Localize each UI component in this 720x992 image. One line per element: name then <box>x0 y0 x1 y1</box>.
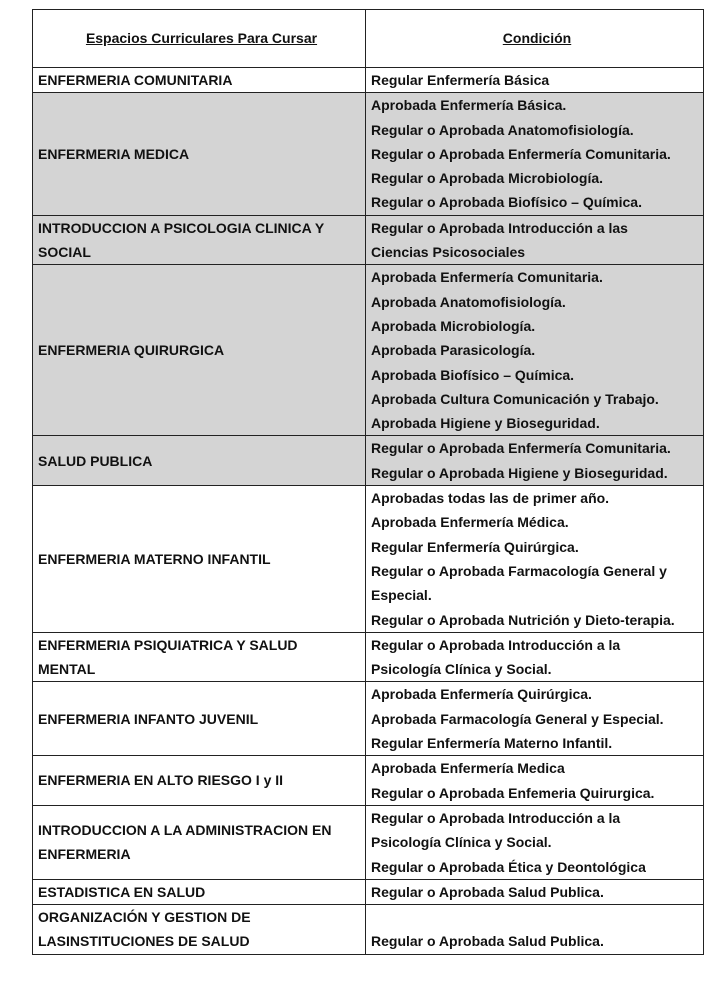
subject-cell <box>33 682 366 756</box>
condition-cell <box>366 879 704 904</box>
subject-cell <box>33 756 366 806</box>
subject-cell <box>33 93 366 215</box>
condition-text <box>371 905 703 929</box>
condition-text: Aprobada Enfermería Básica. <box>371 97 567 114</box>
condition-text: Regular o Aprobada Higiene y Bioseguridad. <box>371 464 668 481</box>
subject-text: ENFERMERIA QUIRURGICA <box>38 342 225 359</box>
table-body <box>33 68 704 955</box>
subject-cell <box>33 805 366 879</box>
subject-cell <box>33 486 366 633</box>
condition-text: Regular o Aprobada Introducción a las <box>371 219 628 236</box>
subject-cell <box>33 905 366 955</box>
table-row <box>33 265 704 436</box>
condition-text: Regular Enfermería Quirúrgica. <box>371 538 579 555</box>
subject-text: INTRODUCCION A LA ADMINISTRACION EN <box>38 822 332 839</box>
condition-cell <box>366 905 704 955</box>
condition-text: Aprobada Parasicología. <box>371 342 536 359</box>
curriculum-table <box>32 9 704 955</box>
condition-cell <box>366 68 704 93</box>
table-row <box>33 68 704 93</box>
condition-text: Aprobadas todas las de primer año. <box>371 490 610 507</box>
condition-cell <box>366 682 704 756</box>
subject-text: SOCIAL <box>38 244 91 261</box>
condition-text: Ciencias Psicosociales <box>371 244 526 261</box>
condition-text: Regular o Aprobada Nutrición y Dieto-terapia. <box>371 611 675 628</box>
condition-text: Aprobada Farmacología General y Especial. <box>371 710 664 727</box>
condition-text: Aprobada Enfermería Medica <box>371 760 565 777</box>
condition-text: Regular o Aprobada Introducción a la <box>371 809 621 826</box>
condition-text: Aprobada Enfermería Quirúrgica. <box>371 686 592 703</box>
condition-text: Regular o Aprobada Ética y Deontológica <box>371 858 646 875</box>
table-row <box>33 486 704 633</box>
condition-text: Aprobada Anatomofisiología. <box>371 293 566 310</box>
condition-cell <box>366 93 704 215</box>
subject-text: ENFERMERIA EN ALTO RIESGO I y II <box>38 772 284 789</box>
condition-text: Aprobada Microbiología. <box>371 317 536 334</box>
condition-text: Regular o Aprobada Enfermería Comunitaria. <box>371 440 671 457</box>
condition-text: Regular o Aprobada Biofísico – Química. <box>371 194 642 211</box>
condition-cell <box>366 756 704 806</box>
condition-text: Aprobada Enfermería Comunitaria. <box>371 269 603 286</box>
subject-cell <box>33 632 366 682</box>
condition-cell <box>366 632 704 682</box>
condition-text: Regular o Aprobada Salud Publica. <box>371 933 604 950</box>
table-row <box>33 756 704 806</box>
subject-text: ENFERMERIA MATERNO INFANTIL <box>38 550 271 567</box>
condition-text: Regular o Aprobada Anatomofisiología. <box>371 121 634 138</box>
condition-text: Regular o Aprobada Microbiología. <box>371 170 604 187</box>
condition-text: Aprobada Higiene y Bioseguridad. <box>371 415 600 432</box>
condition-text: Psicología Clínica y Social. <box>371 834 552 851</box>
condition-text: Aprobada Cultura Comunicación y Trabajo. <box>371 390 659 407</box>
subject-text: INTRODUCCION A PSICOLOGIA CLINICA Y <box>38 219 325 236</box>
table-row <box>33 436 704 486</box>
subject-cell <box>33 879 366 904</box>
subject-cell <box>33 265 366 436</box>
condition-text: Especial. <box>371 587 432 604</box>
subject-cell <box>33 436 366 486</box>
condition-cell <box>366 215 704 265</box>
subject-text: ENFERMERIA PSIQUIATRICA Y SALUD <box>38 636 298 653</box>
table-row <box>33 215 704 265</box>
condition-text: Psicología Clínica y Social. <box>371 661 552 678</box>
header-condition: Condición <box>366 10 704 68</box>
condition-text: Regular Enfermería Materno Infantil. <box>371 735 613 752</box>
subject-text: ORGANIZACIÓN Y GESTION DE <box>38 909 251 926</box>
subject-text: ENFERMERIA INFANTO JUVENIL <box>38 710 259 727</box>
table-row <box>33 879 704 904</box>
table-row <box>33 905 704 955</box>
header-subject: Espacios Curriculares Para Cursar <box>33 10 366 68</box>
table-row <box>33 93 704 215</box>
condition-cell <box>366 265 704 436</box>
subject-text: ENFERMERIA MEDICA <box>38 145 190 162</box>
subject-cell <box>33 215 366 265</box>
condition-cell <box>366 486 704 633</box>
table-header-row <box>33 10 704 68</box>
table-row <box>33 805 704 879</box>
subject-text: LASINSTITUCIONES DE SALUD <box>38 933 250 950</box>
condition-text: Regular o Aprobada Salud Publica. <box>371 883 604 900</box>
condition-cell <box>366 436 704 486</box>
subject-text: MENTAL <box>38 661 96 678</box>
condition-text: Aprobada Enfermería Médica. <box>371 514 569 531</box>
subject-text: ESTADISTICA EN SALUD <box>38 883 206 900</box>
table-row <box>33 682 704 756</box>
condition-text: Regular o Aprobada Enfermería Comunitaria. <box>371 145 671 162</box>
subject-cell <box>33 68 366 93</box>
subject-text: ENFERMERIA <box>38 846 131 863</box>
condition-cell <box>366 805 704 879</box>
condition-text: Regular Enfermería Básica <box>371 72 550 88</box>
subject-text: SALUD PUBLICA <box>38 452 153 469</box>
condition-text: Regular o Aprobada Farmacología General y <box>371 562 667 579</box>
table-row <box>33 632 704 682</box>
condition-text: Regular o Aprobada Introducción a la <box>371 636 621 653</box>
condition-text: Aprobada Biofísico – Química. <box>371 366 575 383</box>
subject-text: ENFERMERIA COMUNITARIA <box>38 72 233 88</box>
condition-text: Regular o Aprobada Enfemeria Quirurgica. <box>371 784 655 801</box>
